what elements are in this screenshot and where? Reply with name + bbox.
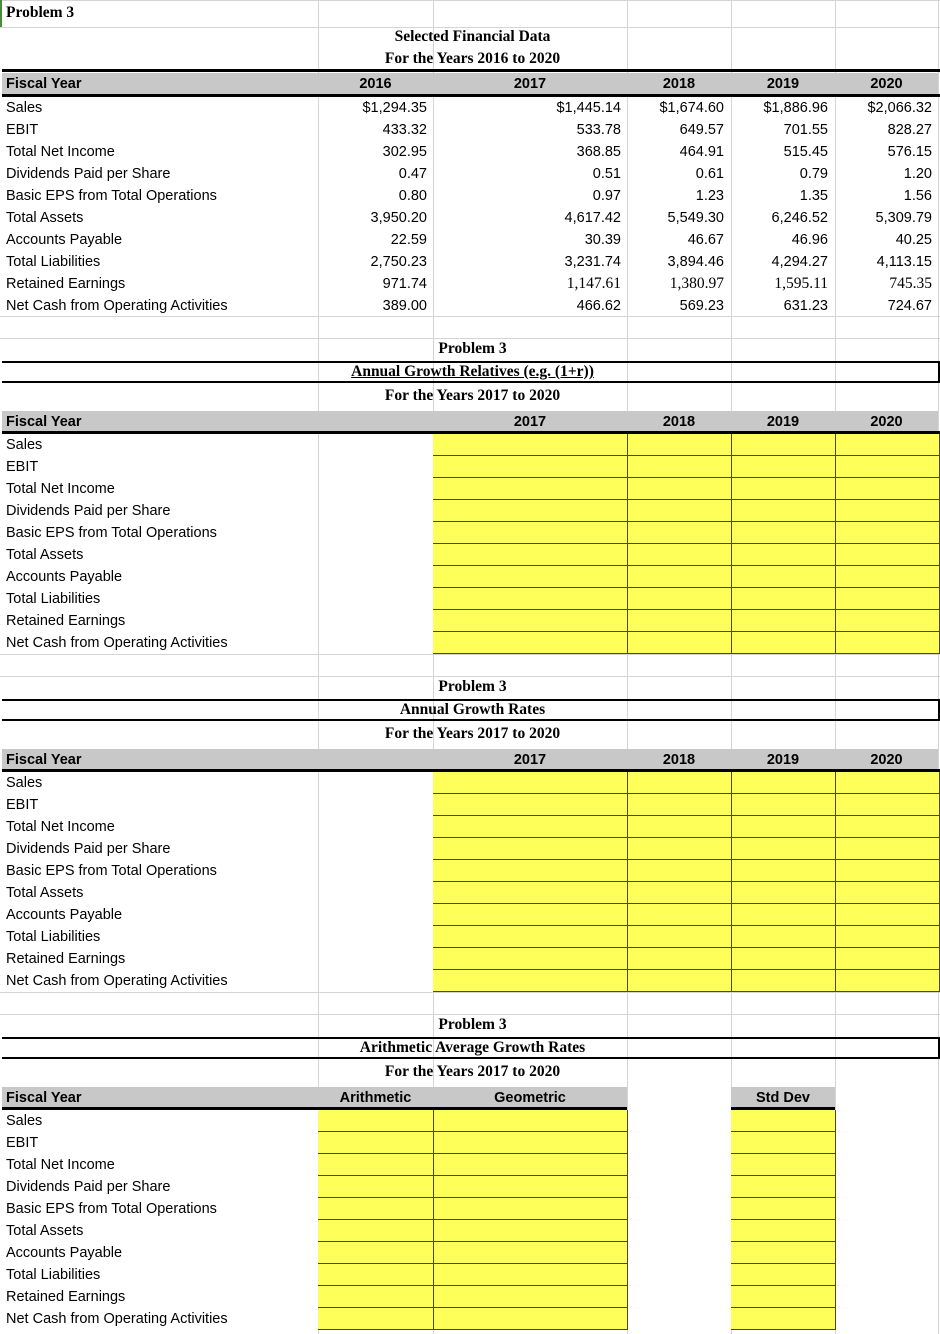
input-cell[interactable] [434, 1220, 628, 1242]
data-row [0, 588, 940, 610]
input-cell[interactable] [434, 1110, 628, 1132]
value-cell[interactable]: $1,445.14 [556, 100, 621, 116]
input-cell[interactable] [628, 566, 732, 588]
input-cell[interactable] [318, 1176, 434, 1198]
value-cell[interactable]: 5,549.30 [667, 210, 724, 226]
input-cell[interactable] [434, 1308, 628, 1330]
data-row [0, 948, 940, 970]
data-row [0, 434, 940, 456]
section1-subtitle: For the Years 2016 to 2020 [384, 50, 561, 67]
input-cell[interactable] [318, 1132, 434, 1154]
value-cell[interactable]: 30.39 [584, 232, 621, 248]
value-cell[interactable]: $2,066.32 [867, 100, 932, 116]
row-label: Total Liabilities [6, 591, 101, 607]
data-row [0, 1286, 940, 1308]
input-cell[interactable] [433, 860, 628, 882]
input-cell[interactable] [433, 794, 628, 816]
input-cell[interactable] [628, 948, 732, 970]
input-cell[interactable] [433, 926, 628, 948]
value-cell[interactable]: 0.97 [592, 188, 621, 204]
row-label: Net Cash from Operating Activities [6, 635, 228, 651]
input-cell[interactable] [433, 434, 628, 456]
row-label: Total Net Income [6, 819, 115, 835]
row-label: Basic EPS from Total Operations [6, 188, 217, 204]
data-row [0, 1198, 940, 1220]
input-cell[interactable] [732, 456, 836, 478]
value-cell[interactable]: 40.25 [895, 232, 932, 248]
data-row [0, 1132, 940, 1154]
data-row [0, 970, 940, 992]
input-cell[interactable] [433, 816, 628, 838]
row-label: Retained Earnings [6, 613, 126, 629]
year-header: 2019 [766, 752, 800, 768]
input-cell[interactable] [836, 838, 940, 860]
data-row [0, 478, 940, 500]
input-cell[interactable] [318, 1220, 434, 1242]
input-cell[interactable] [731, 1198, 836, 1220]
input-cell[interactable] [434, 1176, 628, 1198]
section3-problem: Problem 3 [438, 678, 507, 695]
data-row [0, 185, 940, 207]
input-cell[interactable] [433, 772, 628, 794]
value-cell[interactable]: 368.85 [576, 144, 621, 160]
value-cell[interactable]: 6,246.52 [771, 210, 828, 226]
data-row [0, 1264, 940, 1286]
input-cell[interactable] [836, 970, 940, 992]
input-cell[interactable] [628, 632, 732, 654]
year-header: 2018 [662, 76, 696, 92]
value-cell[interactable]: 464.91 [679, 144, 724, 160]
value-cell[interactable]: 1.23 [695, 188, 724, 204]
input-cell[interactable] [433, 544, 628, 566]
data-row [0, 544, 940, 566]
row-label: Accounts Payable [6, 907, 123, 923]
value-cell[interactable]: 631.23 [783, 298, 828, 314]
row-label: Basic EPS from Total Operations [6, 525, 217, 541]
year-header: 2019 [766, 414, 800, 430]
value-cell[interactable]: 0.61 [695, 166, 724, 182]
data-row [0, 97, 940, 119]
input-cell[interactable] [836, 882, 940, 904]
input-cell[interactable] [836, 772, 940, 794]
input-cell[interactable] [628, 772, 732, 794]
data-row [0, 610, 940, 632]
input-cell[interactable] [318, 1286, 434, 1308]
row-label: Total Net Income [6, 144, 115, 160]
value-cell[interactable]: 1.56 [903, 188, 932, 204]
value-cell[interactable]: 433.32 [382, 122, 427, 138]
data-row [0, 1308, 940, 1330]
row-label: Retained Earnings [6, 1289, 126, 1305]
input-cell[interactable] [628, 500, 732, 522]
row-label: Accounts Payable [6, 232, 123, 248]
input-cell[interactable] [433, 904, 628, 926]
section4-subtitle: For the Years 2017 to 2020 [384, 1063, 561, 1080]
input-cell[interactable] [628, 544, 732, 566]
geometric-header: Geometric [494, 1090, 566, 1106]
input-cell[interactable] [628, 522, 732, 544]
input-cell[interactable] [628, 794, 732, 816]
value-cell[interactable]: 3,950.20 [370, 210, 427, 226]
input-cell[interactable] [433, 566, 628, 588]
input-cell[interactable] [433, 456, 628, 478]
value-cell[interactable]: 576.15 [887, 144, 932, 160]
year-header: 2018 [662, 414, 696, 430]
data-row [0, 251, 940, 273]
input-cell[interactable] [732, 904, 836, 926]
input-cell[interactable] [433, 610, 628, 632]
data-row [0, 632, 940, 654]
input-cell[interactable] [836, 632, 940, 654]
section2-subtitle: For the Years 2017 to 2020 [384, 387, 561, 404]
input-cell[interactable] [732, 566, 836, 588]
value-cell[interactable]: 3,894.46 [667, 254, 724, 270]
input-cell[interactable] [434, 1264, 628, 1286]
value-cell[interactable]: 1,595.11 [774, 275, 828, 292]
row-label: Dividends Paid per Share [6, 166, 171, 182]
row-label: Accounts Payable [6, 1245, 123, 1261]
value-cell[interactable]: 46.96 [791, 232, 828, 248]
section3-header-row [0, 749, 940, 771]
value-cell[interactable]: 22.59 [390, 232, 427, 248]
input-cell[interactable] [731, 1286, 836, 1308]
input-cell[interactable] [732, 772, 836, 794]
row-label: Total Net Income [6, 481, 115, 497]
value-cell[interactable]: 0.80 [398, 188, 427, 204]
input-cell[interactable] [433, 948, 628, 970]
year-header: 2020 [870, 414, 903, 430]
data-row [0, 119, 940, 141]
input-cell[interactable] [434, 1242, 628, 1264]
row-label: Dividends Paid per Share [6, 1179, 171, 1195]
data-row [0, 295, 940, 317]
data-row [0, 229, 940, 251]
input-cell[interactable] [836, 816, 940, 838]
value-cell[interactable]: 4,294.27 [771, 254, 828, 270]
input-cell[interactable] [433, 632, 628, 654]
input-cell[interactable] [318, 1154, 434, 1176]
value-cell[interactable]: $1,886.96 [763, 100, 828, 116]
section4-title: Arithmetic Average Growth Rates [359, 1039, 586, 1056]
value-cell[interactable]: 466.62 [576, 298, 621, 314]
year-header: 2018 [662, 752, 696, 768]
year-header: 2016 [359, 76, 392, 92]
input-cell[interactable] [836, 522, 940, 544]
input-cell[interactable] [434, 1132, 628, 1154]
row-label: Retained Earnings [6, 276, 126, 292]
input-cell[interactable] [836, 544, 940, 566]
input-cell[interactable] [731, 1132, 836, 1154]
value-cell[interactable]: 533.78 [576, 122, 621, 138]
arithmetic-header: Arithmetic [339, 1090, 412, 1106]
data-row [0, 1176, 940, 1198]
input-cell[interactable] [836, 794, 940, 816]
value-cell[interactable]: 828.27 [887, 122, 932, 138]
value-cell[interactable]: 389.00 [382, 298, 427, 314]
year-header: 2017 [513, 414, 547, 430]
section2-title: Annual Growth Relatives (e.g. (1+r)) [351, 363, 594, 380]
input-cell[interactable] [732, 794, 836, 816]
value-cell[interactable]: 5,309.79 [875, 210, 932, 226]
input-cell[interactable] [732, 522, 836, 544]
row-label: Total Liabilities [6, 929, 101, 945]
value-cell[interactable]: 724.67 [887, 298, 932, 314]
value-cell[interactable]: 515.45 [783, 144, 828, 160]
data-row [0, 1154, 940, 1176]
data-row [0, 1110, 940, 1132]
input-cell[interactable] [433, 588, 628, 610]
input-cell[interactable] [628, 456, 732, 478]
input-cell[interactable] [732, 948, 836, 970]
year-header: 2017 [513, 76, 547, 92]
input-cell[interactable] [628, 882, 732, 904]
row-label: Sales [6, 775, 43, 791]
row-label: Total Assets [6, 210, 84, 226]
row-label: Net Cash from Operating Activities [6, 298, 228, 314]
value-cell[interactable]: 0.79 [799, 166, 828, 182]
input-cell[interactable] [836, 434, 940, 456]
row-label: Net Cash from Operating Activities [6, 973, 228, 989]
input-cell[interactable] [731, 1154, 836, 1176]
data-row [0, 163, 940, 185]
data-row [0, 1220, 940, 1242]
std-dev-header: Std Dev [756, 1090, 810, 1106]
data-row [0, 141, 940, 163]
input-cell[interactable] [434, 1154, 628, 1176]
value-cell[interactable]: 745.35 [889, 275, 932, 292]
input-cell[interactable] [433, 882, 628, 904]
section2-header-row [0, 411, 940, 433]
data-row [0, 207, 940, 229]
value-cell[interactable]: 971.74 [382, 276, 427, 292]
section4-header-row [0, 1087, 940, 1109]
row-label: Total Liabilities [6, 1267, 101, 1283]
value-cell[interactable]: 701.55 [783, 122, 828, 138]
row-label: Retained Earnings [6, 951, 126, 967]
input-cell[interactable] [318, 1308, 434, 1330]
section3-subtitle: For the Years 2017 to 2020 [384, 725, 561, 742]
input-cell[interactable] [732, 926, 836, 948]
data-row [0, 816, 940, 838]
input-cell[interactable] [731, 1176, 836, 1198]
input-cell[interactable] [433, 522, 628, 544]
input-cell[interactable] [731, 1110, 836, 1132]
year-header: 2020 [870, 752, 903, 768]
input-cell[interactable] [732, 500, 836, 522]
row-label: Total Assets [6, 885, 84, 901]
input-cell[interactable] [433, 838, 628, 860]
data-row [0, 926, 940, 948]
fiscal-year-label: Fiscal Year [6, 752, 82, 768]
row-label: Net Cash from Operating Activities [6, 1311, 228, 1327]
data-row [0, 1242, 940, 1264]
fiscal-year-label: Fiscal Year [6, 76, 82, 92]
input-cell[interactable] [628, 926, 732, 948]
row-label: Dividends Paid per Share [6, 503, 171, 519]
input-cell[interactable] [434, 1198, 628, 1220]
value-cell[interactable]: 4,113.15 [876, 254, 932, 270]
input-cell[interactable] [732, 882, 836, 904]
input-cell[interactable] [731, 1220, 836, 1242]
input-cell[interactable] [836, 500, 940, 522]
input-cell[interactable] [732, 544, 836, 566]
data-row [0, 273, 940, 295]
row-label: Accounts Payable [6, 569, 123, 585]
input-cell[interactable] [628, 838, 732, 860]
section3-title: Annual Growth Rates [399, 701, 546, 718]
year-header: 2017 [513, 752, 547, 768]
input-cell[interactable] [318, 1110, 434, 1132]
row-label: Dividends Paid per Share [6, 841, 171, 857]
row-label: EBIT [6, 797, 39, 813]
row-label: Total Net Income [6, 1157, 115, 1173]
row-label: Sales [6, 1113, 43, 1129]
data-row [0, 456, 940, 478]
value-cell[interactable]: 1.20 [903, 166, 932, 182]
data-row [0, 860, 940, 882]
input-cell[interactable] [628, 904, 732, 926]
value-cell[interactable]: 569.23 [679, 298, 724, 314]
fiscal-year-label: Fiscal Year [6, 414, 82, 430]
input-cell[interactable] [836, 926, 940, 948]
input-cell[interactable] [732, 434, 836, 456]
input-cell[interactable] [628, 816, 732, 838]
input-cell[interactable] [732, 970, 836, 992]
input-cell[interactable] [836, 948, 940, 970]
value-cell[interactable]: 302.95 [382, 144, 427, 160]
row-label: Total Assets [6, 547, 84, 563]
sheet-title: Problem 3 [6, 4, 75, 21]
input-cell[interactable] [732, 478, 836, 500]
section2-problem: Problem 3 [438, 340, 507, 357]
input-cell[interactable] [628, 860, 732, 882]
input-cell[interactable] [434, 1286, 628, 1308]
row-label: Sales [6, 100, 43, 116]
input-cell[interactable] [732, 588, 836, 610]
value-cell[interactable]: 1.35 [799, 188, 828, 204]
input-cell[interactable] [836, 904, 940, 926]
value-cell[interactable]: 46.67 [687, 232, 724, 248]
row-label: EBIT [6, 122, 39, 138]
input-cell[interactable] [836, 860, 940, 882]
input-cell[interactable] [836, 610, 940, 632]
section1-header-row [0, 73, 940, 95]
row-label: Sales [6, 437, 43, 453]
year-header: 2019 [766, 76, 800, 92]
value-cell[interactable]: 1,147.61 [566, 275, 621, 292]
input-cell[interactable] [731, 1242, 836, 1264]
value-cell[interactable]: $1,294.35 [362, 100, 427, 116]
input-cell[interactable] [732, 610, 836, 632]
input-cell[interactable] [433, 478, 628, 500]
value-cell[interactable]: $1,674.60 [659, 100, 724, 116]
data-row [0, 838, 940, 860]
value-cell[interactable]: 1,380.97 [669, 275, 724, 292]
value-cell[interactable]: 4,617.42 [564, 210, 621, 226]
data-row [0, 772, 940, 794]
row-label: Total Liabilities [6, 254, 101, 270]
value-cell[interactable]: 649.57 [679, 122, 724, 138]
input-cell[interactable] [836, 588, 940, 610]
input-cell[interactable] [731, 1264, 836, 1286]
input-cell[interactable] [836, 456, 940, 478]
input-cell[interactable] [318, 1242, 434, 1264]
input-cell[interactable] [732, 838, 836, 860]
row-label: Basic EPS from Total Operations [6, 863, 217, 879]
value-cell[interactable]: 0.47 [398, 166, 427, 182]
input-cell[interactable] [628, 434, 732, 456]
section1-title: Selected Financial Data [394, 28, 551, 45]
row-label: EBIT [6, 459, 39, 475]
data-row [0, 794, 940, 816]
data-row [0, 904, 940, 926]
input-cell[interactable] [731, 1308, 836, 1330]
row-label: Total Assets [6, 1223, 84, 1239]
value-cell[interactable]: 3,231.74 [564, 254, 621, 270]
input-cell[interactable] [732, 860, 836, 882]
input-cell[interactable] [732, 632, 836, 654]
fiscal-year-label: Fiscal Year [6, 1090, 82, 1106]
input-cell[interactable] [628, 970, 732, 992]
data-row [0, 500, 940, 522]
input-cell[interactable] [732, 816, 836, 838]
input-cell[interactable] [433, 500, 628, 522]
input-cell[interactable] [628, 478, 732, 500]
input-cell[interactable] [318, 1198, 434, 1220]
value-cell[interactable]: 2,750.23 [370, 254, 427, 270]
input-cell[interactable] [318, 1264, 434, 1286]
input-cell[interactable] [836, 566, 940, 588]
data-row [0, 566, 940, 588]
input-cell[interactable] [628, 588, 732, 610]
input-cell[interactable] [433, 970, 628, 992]
row-label: Basic EPS from Total Operations [6, 1201, 217, 1217]
data-row [0, 882, 940, 904]
data-row [0, 522, 940, 544]
input-cell[interactable] [836, 478, 940, 500]
row-label: EBIT [6, 1135, 39, 1151]
year-header: 2020 [870, 76, 903, 92]
value-cell[interactable]: 0.51 [592, 166, 621, 182]
input-cell[interactable] [628, 610, 732, 632]
section4-problem: Problem 3 [438, 1016, 507, 1033]
